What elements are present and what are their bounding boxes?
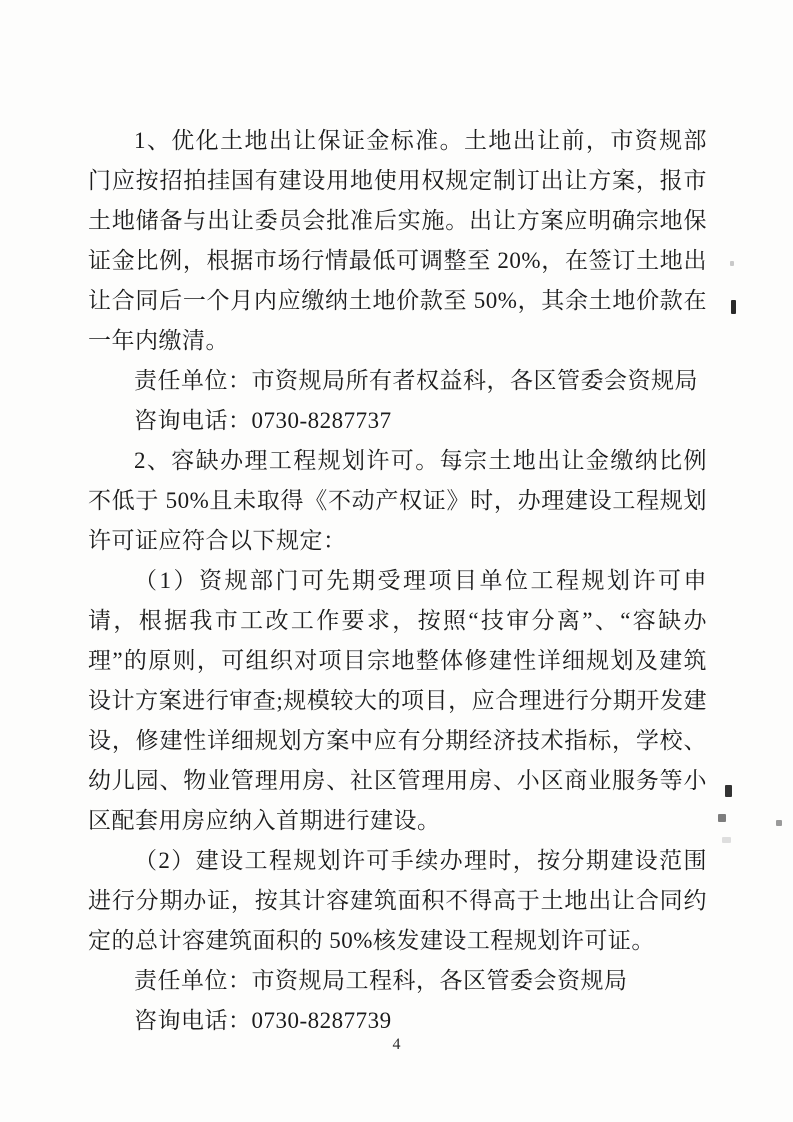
scan-speck (722, 837, 731, 843)
page-number: 4 (392, 1036, 401, 1053)
paragraph-item-1: 1、优化土地出让保证金标准。土地出让前，市资规部门应按招拍挂国有建设用地使用权规定制订出让方案，报市土地储备与出让委员会批准后实施。出让方案应明确宗地保证金比例，根据市场行情最低可调整至 20%，在签订土地出让合同后一个月内应缴纳土地价款至 50%，其余土地价款在一年内缴清。 (88, 128, 707, 353)
scan-speck (718, 814, 726, 822)
phone-line-1: 咨询电话：0730-8287737 (134, 408, 392, 433)
scan-speck (725, 785, 732, 797)
responsible-unit-line-1: 责任单位：市资规局所有者权益科，各区管委会资规局 (134, 368, 698, 393)
scan-speck (730, 261, 734, 266)
document-body (88, 121, 707, 1041)
paragraph-sub-item-1: （1）资规部门可先期受理项目单位工程规划许可申请，根据我市工改工作要求，按照“技审分离”、“容缺办理”的原则，可组织对项目宗地整体修建性详细规划及建筑设计方案进行审查;规模较大的项目，应合理进行分期开发建设，修建性详细规划方案中应有分期经济技术指标，学校、幼儿园、物业管理用房、社区管理用房、小区商业服务等小区配套用房应纳入首期进行建设。 (88, 568, 707, 833)
phone-line-2: 咨询电话：0730-8287739 (134, 1008, 392, 1033)
responsible-unit-line-2: 责任单位：市资规局工程科，各区管委会资规局 (134, 968, 628, 993)
scan-speck (731, 300, 736, 314)
paragraph-sub-item-2: （2）建设工程规划许可手续办理时，按分期建设范围进行分期办证，按其计容建筑面积不得高于土地出让合同约定的总计容建筑面积的 50%核发建设工程规划许可证。 (88, 848, 707, 953)
scan-speck (776, 820, 782, 826)
paragraph-item-2: 2、容缺办理工程规划许可。每宗土地出让金缴纳比例不低于 50%且未取得《不动产权证》时，办理建设工程规划许可证应符合以下规定： (88, 448, 707, 553)
